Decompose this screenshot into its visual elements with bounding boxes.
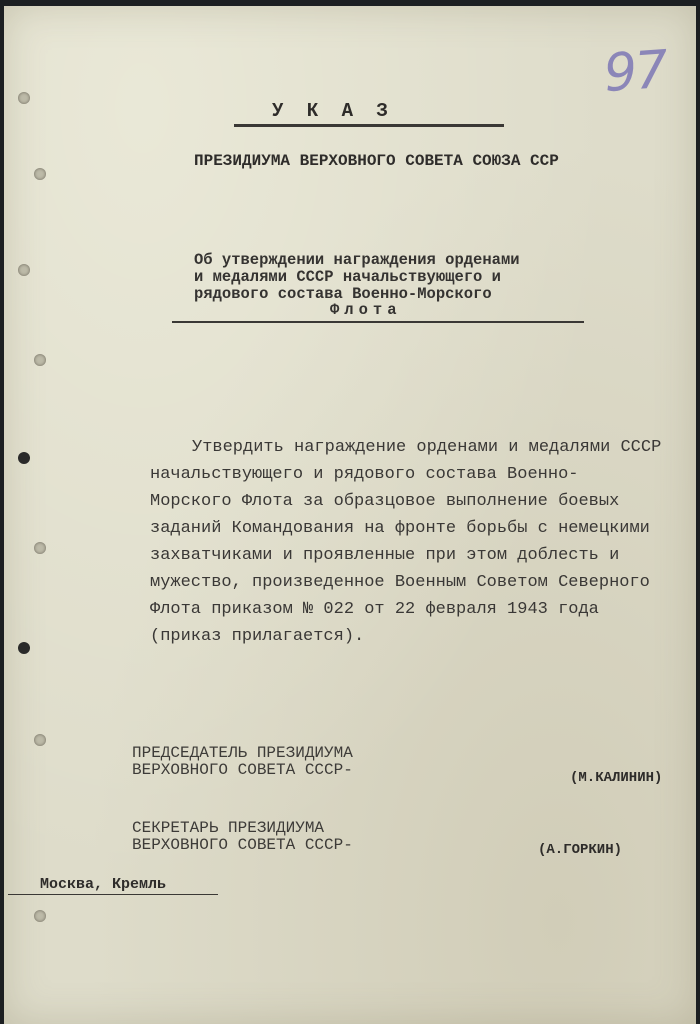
binder-hole: [18, 92, 30, 104]
body-line: начальствующего и рядового состава Военно-: [150, 465, 579, 484]
secretary-name: (А.ГОРКИН): [538, 842, 623, 858]
body-line: Флота приказом № 022 от 22 февраля 1943 года: [150, 600, 599, 619]
body-line: мужество, произведенное Военным Советом Северного: [150, 573, 650, 592]
secretary-title-line2: ВЕРХОВНОГО СОВЕТА СССР-: [132, 836, 353, 854]
chairman-name: (М.КАЛИНИН): [570, 770, 663, 786]
binder-hole: [18, 642, 30, 654]
secretary-title-line1: СЕКРЕТАРЬ ПРЕЗИДИУМА: [132, 819, 325, 837]
binder-hole: [34, 910, 46, 922]
binder-hole: [34, 168, 46, 180]
body-line: Морского Флота за образцовое выполнение боевых: [150, 492, 620, 511]
subject-line: Флота: [330, 301, 402, 319]
chairman-title-line1: ПРЕДСЕДАТЕЛЬ ПРЕЗИДИУМА: [132, 744, 353, 762]
subject-line: рядового состава Военно-Морского: [194, 285, 492, 303]
binder-hole: [18, 452, 30, 464]
body-line: (приказ прилагается).: [150, 627, 365, 646]
chairman-title-line2: ВЕРХОВНОГО СОВЕТА СССР-: [132, 761, 353, 779]
body-line: захватчиками и проявленные при этом доблесть и: [150, 546, 620, 565]
body-line: Утвердить награждение орденами и медалями СССР: [192, 438, 662, 457]
binder-hole: [34, 542, 46, 554]
document-title: У К А З: [272, 100, 394, 122]
place-of-signing: Москва, Кремль: [40, 876, 167, 893]
subject-underline: [172, 321, 584, 323]
binder-hole: [34, 734, 46, 746]
body-line: заданий Командования на фронте борьбы с немецкими: [150, 519, 650, 538]
place-underline: [8, 894, 218, 895]
document-sheet: [4, 6, 696, 1024]
subject-line: Об утверждении награждения орденами: [194, 251, 520, 269]
document-subtitle: ПРЕЗИДИУМА ВЕРХОВНОГО СОВЕТА СОЮЗА ССР: [194, 152, 559, 170]
subject-line: и медалями СССР начальствующего и: [194, 268, 501, 286]
binder-hole: [18, 264, 30, 276]
binder-hole: [34, 354, 46, 366]
title-underline: [234, 124, 504, 127]
archive-page-number: 97: [601, 39, 669, 105]
